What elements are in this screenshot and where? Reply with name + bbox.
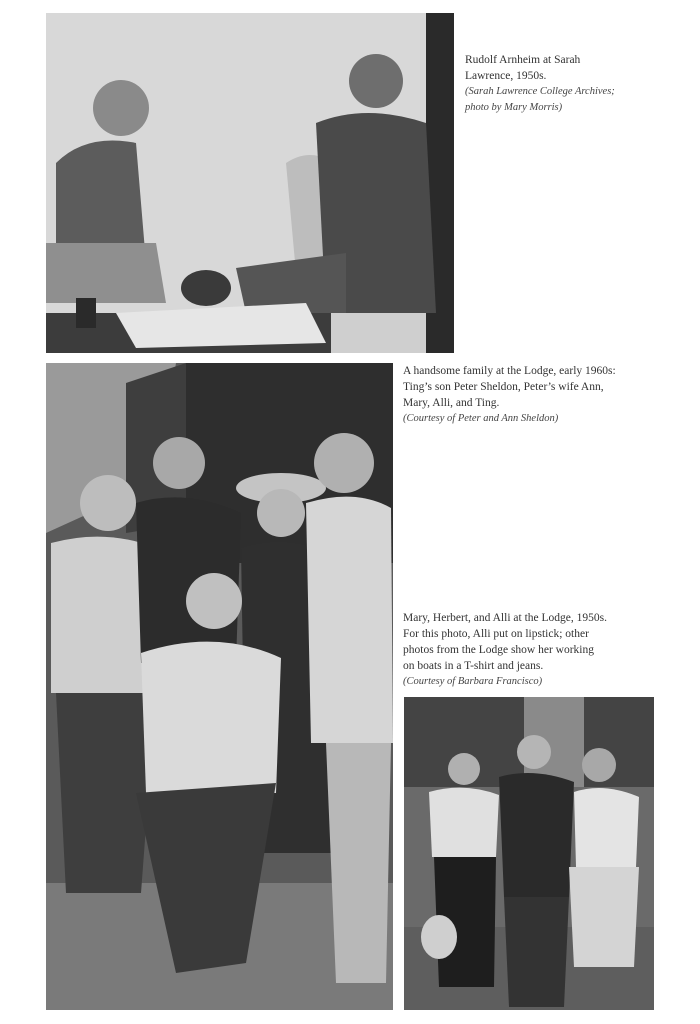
caption-line: on boats in a T-shirt and jeans. [403, 660, 544, 672]
caption-line: photos from the Lodge show her working [403, 644, 594, 656]
caption-credit: (Courtesy of Barbara Francisco) [403, 676, 543, 687]
caption-credit: (Sarah Lawrence College Archives; [465, 86, 615, 97]
caption-credit: (Courtesy of Peter and Ann Sheldon) [403, 413, 559, 424]
caption-line: Lawrence, 1950s. [465, 70, 547, 82]
caption-line: Mary, Alli, and Ting. [403, 397, 500, 409]
caption-line: Ting’s son Peter Sheldon, Peter’s wife Ann, [403, 381, 604, 393]
caption-family [403, 363, 616, 427]
caption-line: Rudolf Arnheim at Sarah [465, 54, 581, 66]
caption-line: For this photo, Alli put on lipstick; other [403, 628, 589, 640]
caption-line: A handsome family at the Lodge, early 1960s: [403, 365, 616, 377]
caption-arnheim [465, 52, 615, 116]
caption-trio [403, 610, 607, 690]
photo-mary-herbert-alli [404, 697, 654, 1010]
photo-family-at-lodge [46, 363, 393, 1010]
caption-line: Mary, Herbert, and Alli at the Lodge, 1950s. [403, 612, 607, 624]
caption-credit: photo by Mary Morris) [465, 102, 563, 113]
photo-arnheim-sarah-lawrence [46, 13, 454, 353]
